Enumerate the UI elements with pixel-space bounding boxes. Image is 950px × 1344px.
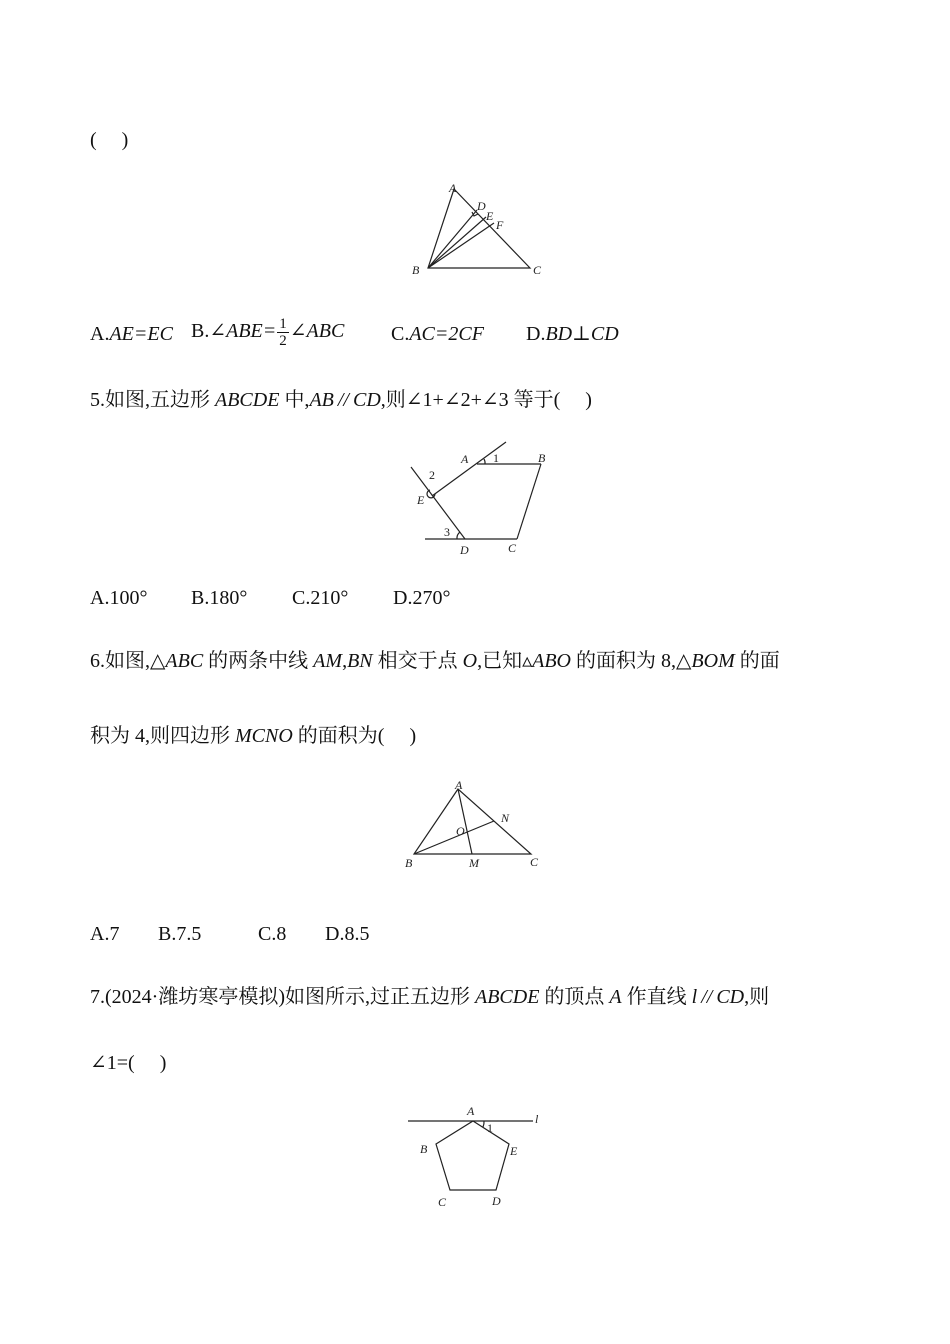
q5-label-1: 1 (493, 451, 499, 465)
q5-label-e: E (417, 493, 425, 507)
q4-option-a[interactable]: A.AE=EC (90, 323, 173, 345)
q6-label-b: B (405, 856, 413, 870)
q7-label-l: l (535, 1112, 539, 1126)
q5-label-a: A (461, 452, 469, 466)
q6-option-a[interactable]: A.7 (90, 923, 120, 945)
q4-option-b[interactable]: B.∠ABE= $\frac{1}{2}$ ∠ABC (191, 316, 345, 349)
q5-segment-bc (517, 464, 541, 539)
q7-label-d: D (492, 1194, 501, 1208)
q4-option-d[interactable]: D.BD⊥CD (526, 323, 619, 345)
q5-option-d[interactable]: D.270° (393, 587, 451, 609)
q6-option-c[interactable]: C.8 (258, 923, 287, 945)
q6-option-b[interactable]: B.7.5 (158, 923, 202, 945)
q7-label-a: A (467, 1104, 475, 1118)
q5-angle-1-mark (484, 459, 485, 464)
q4-label-b: B (412, 263, 420, 277)
q5-stem: 5.如图,五边形 ABCDE 中,AB // CD,则∠1+∠2+∠3 等于( ) (90, 389, 592, 411)
q4-stem-bracket: ( ) (90, 129, 129, 151)
q7-label-1: 1 (487, 1121, 493, 1135)
q5-figure (405, 438, 565, 563)
q6-label-o: O (456, 824, 465, 838)
q6-figure (400, 776, 550, 876)
q6-label-a: A (455, 778, 463, 792)
q5-label-d: D (460, 543, 469, 557)
q4-label-f: F (496, 218, 504, 232)
q7-angle-1-mark (483, 1121, 484, 1127)
q6-label-m: M (469, 856, 479, 870)
q6-triangle-abc (414, 789, 531, 854)
q6-median-am (458, 789, 472, 854)
q5-label-c: C (508, 541, 517, 555)
q6-label-c: C (530, 855, 539, 869)
q4-label-d: D (477, 199, 486, 213)
q7-label-b: B (420, 1142, 428, 1156)
q5-option-a[interactable]: A.100° (90, 587, 148, 609)
q7-label-c: C (438, 1195, 447, 1209)
q7-label-e: E (510, 1144, 518, 1158)
q5-option-c[interactable]: C.210° (292, 587, 349, 609)
q7-regular-pentagon (436, 1121, 509, 1190)
q6-median-bn (414, 821, 494, 854)
q6-option-d[interactable]: D.8.5 (325, 923, 370, 945)
q4-option-c[interactable]: C.AC=2CF (391, 323, 484, 345)
q7-stem-line2: ∠1=( ) (90, 1052, 167, 1074)
q4-label-a: A (449, 181, 457, 195)
q5-label-3: 3 (444, 525, 450, 539)
q4-label-e: E (486, 209, 494, 223)
q7-stem-line1: 7.(2024·潍坊寒亭模拟)如图所示,过正五边形 ABCDE 的顶点 A 作直线 l // CD,则 (90, 986, 770, 1008)
q4-figure (400, 180, 560, 280)
q7-figure (405, 1102, 565, 1212)
q5-angle-3-mark (457, 532, 460, 539)
q5-label-b: B (538, 451, 546, 465)
q6-stem-line1: 6.如图,△ABC 的两条中线 AM,BN 相交于点 O,已知▵ABO 的面积为 8,△BOM 的面 (90, 650, 780, 672)
q6-label-n: N (501, 811, 510, 825)
q5-label-2: 2 (429, 468, 435, 482)
q4-label-c: C (533, 263, 542, 277)
q6-stem-line2: 积为 4,则四边形 MCNO 的面积为( ) (90, 725, 417, 747)
q5-option-b[interactable]: B.180° (191, 587, 248, 609)
